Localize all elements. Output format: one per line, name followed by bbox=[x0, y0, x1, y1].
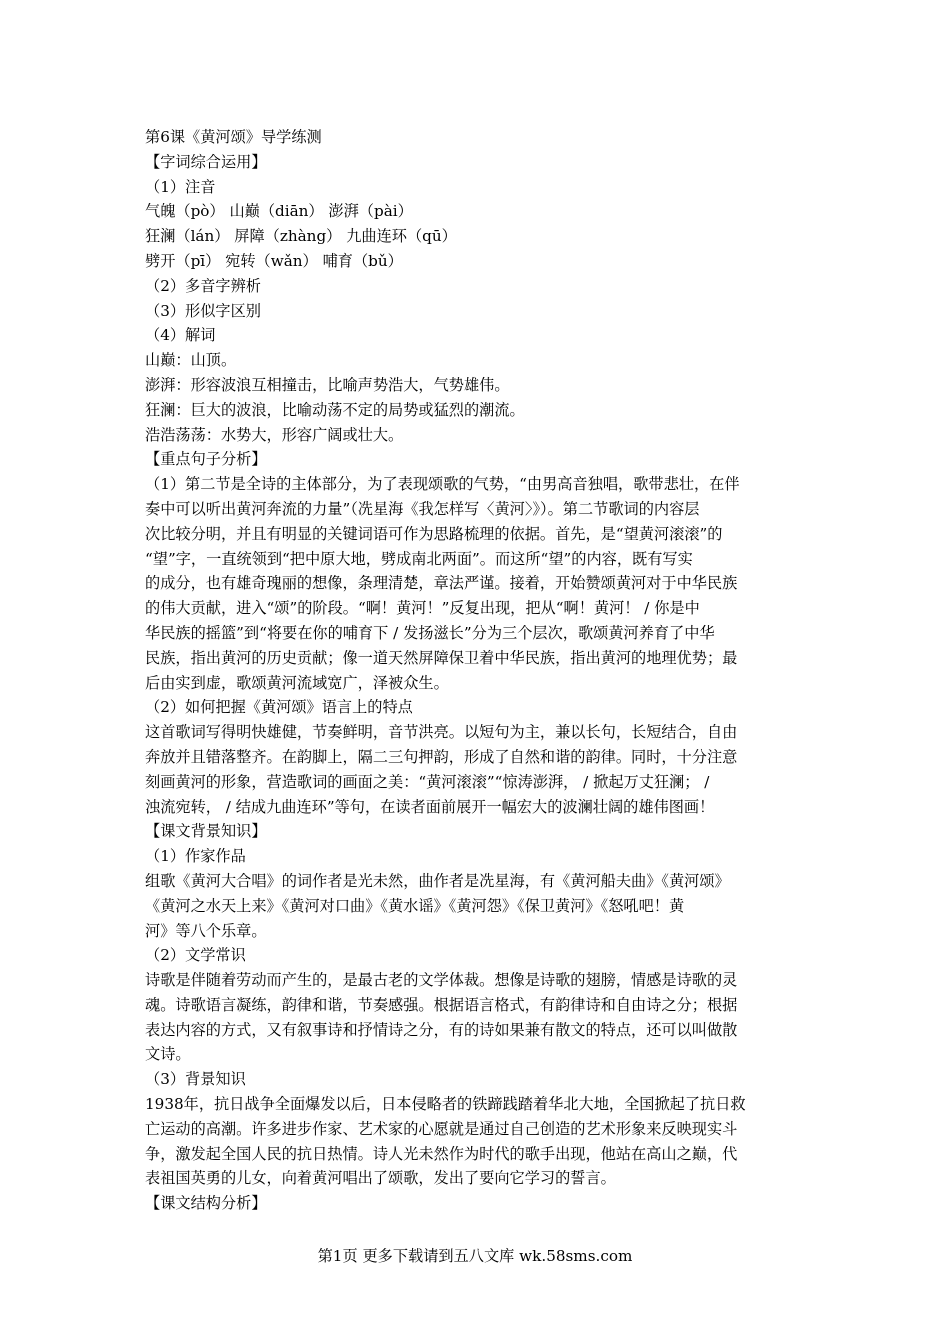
paragraph-line: 组歌《黄河大合唱》的词作者是光未然，曲作者是冼星海，有《黄河船夫曲》《黄河颂》 bbox=[145, 871, 730, 890]
section-heading-background: 【课文背景知识】 bbox=[145, 822, 267, 841]
pinyin-line: 狂澜（lán） 屏障（zhàng） 九曲连环（qū） bbox=[145, 227, 457, 246]
paragraph-line: （1）第二节是全诗的主体部分，为了表现颂歌的气势，“由男高音独唱，歌带悲壮，在伴 bbox=[145, 475, 740, 494]
definition-line: 山巅：山顶。 bbox=[145, 351, 237, 370]
page-footer: 第1页 更多下载请到五八文库 wk.58sms.com bbox=[317, 1247, 633, 1265]
document-title: 第6课《黄河颂》导学练测 bbox=[145, 128, 322, 146]
paragraph-line: 诗歌是伴随着劳动而产生的，是最古老的文学体裁。想像是诗歌的翅膀，情感是诗歌的灵 bbox=[145, 971, 738, 990]
paragraph-line: 的成分，也有雄奇瑰丽的想像，条理清楚，章法严谨。接着，开始赞颂黄河对于中华民族 bbox=[145, 574, 738, 593]
section-heading-structure: 【课文结构分析】 bbox=[145, 1194, 267, 1213]
subheading-definitions: （4）解词 bbox=[145, 326, 216, 345]
paragraph-line: 这首歌词写得明快雄健，节奏鲜明，音节洪亮。以短句为主，兼以长句，长短结合，自由 bbox=[145, 723, 738, 742]
paragraph-line: “望”字，一直统领到“把中原大地，劈成南北两面”。而这所“望”的内容，既有写实 bbox=[145, 549, 693, 568]
subheading-similar-chars: （3）形似字区别 bbox=[145, 301, 261, 320]
subheading-literature: （2）文学常识 bbox=[145, 946, 246, 965]
paragraph-line: 刻画黄河的形象，营造歌词的画面之美：“黄河滚滚”“惊涛澎湃， / 掀起万丈狂澜； / bbox=[145, 772, 710, 791]
pinyin-line: 劈开（pī） 宛转（wǎn） 哺育（bǔ） bbox=[145, 251, 403, 270]
subheading-polyphone: （2）多音字辨析 bbox=[145, 276, 261, 295]
paragraph-line: 亡运动的高潮。许多进步作家、艺术家的心愿就是通过自己创造的艺术形象来反映现实斗 bbox=[145, 1119, 738, 1138]
paragraph-line: 表祖国英勇的儿女，向着黄河唱出了颂歌，发出了要向它学习的誓言。 bbox=[145, 1169, 616, 1188]
subheading-language-features: （2）如何把握《黄河颂》语言上的特点 bbox=[145, 698, 413, 717]
paragraph-line: 奏中可以听出黄河奔流的力量”（冼星海《我怎样写〈黄河〉》）。第二节歌词的内容层 bbox=[145, 499, 700, 518]
paragraph-line: 文诗。 bbox=[145, 1045, 191, 1064]
paragraph-line: 次比较分明，并且有明显的关键词语可作为思路梳理的依据。首先，是“望黄河滚滚”的 bbox=[145, 524, 723, 543]
paragraph-line: 华民族的摇篮”到“将要在你的哺育下 / 发扬滋长”分为三个层次，歌颂黄河养育了中华 bbox=[145, 623, 715, 642]
document-body bbox=[145, 125, 807, 1216]
paragraph-line: 表达内容的方式，又有叙事诗和抒情诗之分，有的诗如果兼有散文的特点，还可以叫做散 bbox=[145, 1020, 738, 1039]
paragraph-line: 魂。诗歌语言凝练，韵律和谐，节奏感强。根据语言格式，有韵律诗和自由诗之分；根据 bbox=[145, 995, 738, 1014]
definition-line: 浩浩荡荡：水势大，形容广阔或壮大。 bbox=[145, 425, 404, 444]
paragraph-line: 后由实到虚，歌颂黄河流域宽广，泽被众生。 bbox=[145, 673, 449, 692]
definition-line: 澎湃：形容波浪互相撞击，比喻声势浩大，气势雄伟。 bbox=[145, 375, 510, 394]
paragraph-line: 浊流宛转， / 结成九曲连环”等句，在读者面前展开一幅宏大的波澜壮阔的雄伟图画！ bbox=[145, 797, 715, 816]
subheading-context: （3）背景知识 bbox=[145, 1070, 246, 1089]
paragraph-line: 民族，指出黄河的历史贡献；像一道天然屏障保卫着中华民族，指出黄河的地理优势；最 bbox=[145, 648, 738, 667]
subheading-pinyin: （1）注音 bbox=[145, 177, 216, 196]
subheading-author-works: （1）作家作品 bbox=[145, 847, 246, 866]
section-heading-vocab: 【字词综合运用】 bbox=[145, 152, 267, 171]
paragraph-line: 奔放并且错落整齐。在韵脚上，隔二三句押韵，形成了自然和谐的韵律。同时，十分注意 bbox=[145, 747, 738, 766]
section-heading-key-sentences: 【重点句子分析】 bbox=[145, 450, 267, 469]
paragraph-line: 1938年，抗日战争全面爆发以后，日本侵略者的铁蹄践踏着华北大地，全国掀起了抗日救 bbox=[145, 1095, 746, 1114]
definition-line: 狂澜：巨大的波浪，比喻动荡不定的局势或猛烈的潮流。 bbox=[145, 400, 525, 419]
paragraph-line: 争，激发起全国人民的抗日热情。诗人光未然作为时代的歌手出现，他站在高山之巅，代 bbox=[145, 1144, 738, 1163]
paragraph-line: 河》等八个乐章。 bbox=[145, 921, 267, 940]
pinyin-line: 气魄（pò） 山巅（diān） 澎湃（pài） bbox=[145, 202, 413, 221]
paragraph-line: 《黄河之水天上来》《黄河对口曲》《黄水谣》《黄河怨》《保卫黄河》《怒吼吧！黄 bbox=[145, 896, 685, 915]
paragraph-line: 的伟大贡献，进入“颂”的阶段。“啊！黄河！”反复出现，把从“啊！黄河！ / 你是中 bbox=[145, 599, 700, 618]
